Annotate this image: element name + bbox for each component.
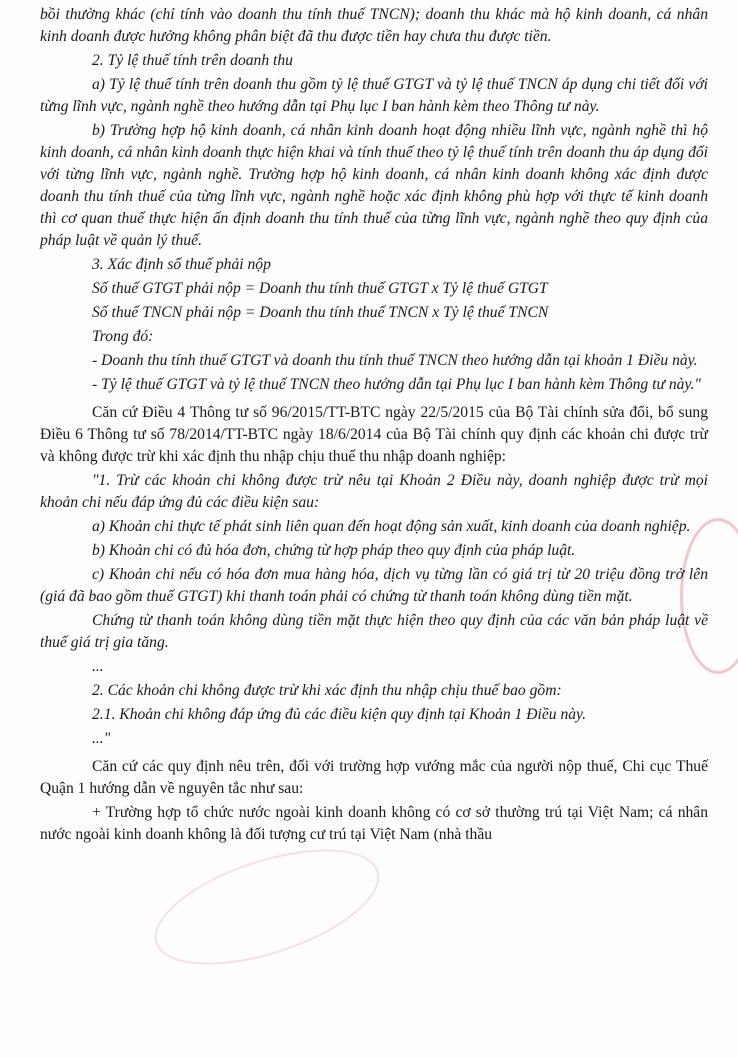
- quote-paragraph: c) Khoản chi nếu có hóa đơn mua hàng hóa, dịch vụ từng lần có giá trị từ 20 triệu đồng trở lên (giá đã bao gồm thuế GTGT) khi thanh toán phải có chứng từ thanh toán không dùng tiền mặt.: [40, 566, 708, 605]
- list-item: - Tỷ lệ thuế GTGT và tỷ lệ thuế TNCN theo hướng dẫn tại Phụ lục I ban hành kèm Thông tư này.": [92, 376, 701, 393]
- quote-paragraph: Chứng từ thanh toán không dùng tiền mặt thực hiện theo quy định của các văn bản pháp luật về thuế giá trị gia tăng.: [40, 612, 708, 651]
- quote-paragraph: "1. Trừ các khoản chi không được trừ nêu tại Khoản 2 Điều này, doanh nghiệp được trừ mọi khoản chi nếu đáp ứng đủ các điều kiện sau:: [40, 472, 708, 511]
- list-item: - Doanh thu tính thuế GTGT và doanh thu tính thuế TNCN theo hướng dẫn tại khoản 1 Điều này.: [92, 352, 698, 369]
- document-body: [40, 4, 708, 848]
- ellipsis: ...": [92, 730, 111, 747]
- section-heading: 2. Tỷ lệ thuế tính trên doanh thu: [92, 52, 293, 69]
- quote-paragraph: a) Khoản chi thực tế phát sinh liên quan đến hoạt động sản xuất, kinh doanh của doanh nghiệp.: [92, 518, 691, 535]
- paragraph: + Trường hợp tổ chức nước ngoài kinh doanh không có cơ sở thường trú tại Việt Nam; cá nhân nước ngoài kinh doanh không là đối tượng cư trú tại Việt Nam (nhà thầu: [40, 804, 708, 843]
- formula: Số thuế GTGT phải nộp = Doanh thu tính thuế GTGT x Tỷ lệ thuế GTGT: [92, 280, 548, 297]
- paragraph: Trong đó:: [92, 328, 154, 345]
- faint-seal-watermark: [141, 826, 393, 988]
- ellipsis: ...: [92, 658, 104, 675]
- paragraph: Căn cứ các quy định nêu trên, đối với trường hợp vướng mắc của người nộp thuế, Chi cục Thuế Quận 1 hướng dẫn về nguyên tắc như sau:: [40, 758, 708, 797]
- quote-paragraph: 2.1. Khoản chi không đáp ứng đủ các điều kiện quy định tại Khoản 1 Điều này.: [92, 706, 587, 723]
- paragraph: b) Trường hợp hộ kinh doanh, cá nhân kinh doanh hoạt động nhiều lĩnh vực, ngành nghề thì hộ kinh doanh, cá nhân kinh doanh thực hiện khai và tính thuế theo tỷ lệ thuế tính trên doanh thu áp dụng đối với từng lĩnh vực, ngành nghề. Trường hợp hộ kinh doanh, cá nhân kinh doanh không xác định được doanh thu tính thuế của từng lĩnh vực, ngành nghề hoặc xác định không phù hợp với thực tế kinh doanh thì cơ quan thuế thực hiện ấn định doanh thu tính thuế của từng lĩnh vực, ngành nghề theo quy định của pháp luật về quản lý thuế.: [40, 122, 708, 249]
- paragraph: a) Tỷ lệ thuế tính trên doanh thu gồm tỷ lệ thuế GTGT và tỷ lệ thuế TNCN áp dụng chi tiết đối với từng lĩnh vực, ngành nghề theo hướng dẫn tại Phụ lục I ban hành kèm theo Thông tư này.: [40, 76, 708, 115]
- formula: Số thuế TNCN phải nộp = Doanh thu tính thuế TNCN x Tỷ lệ thuế TNCN: [92, 304, 549, 321]
- quote-paragraph: b) Khoản chi có đủ hóa đơn, chứng từ hợp pháp theo quy định của pháp luật.: [92, 542, 576, 559]
- quote-paragraph: 2. Các khoản chi không được trừ khi xác định thu nhập chịu thuế bao gồm:: [92, 682, 562, 699]
- paragraph: Căn cứ Điều 4 Thông tư số 96/2015/TT-BTC ngày 22/5/2015 của Bộ Tài chính sửa đổi, bổ sung Điều 6 Thông tư số 78/2014/TT-BTC ngày 18/6/2014 của Bộ Tài chính quy định các khoản chi được trừ và không được trừ khi xác định thu nhập chịu thuế thu nhập doanh nghiệp:: [40, 404, 708, 465]
- section-heading: 3. Xác định số thuế phải nộp: [92, 256, 271, 273]
- paragraph: bồi thường khác (chỉ tính vào doanh thu tính thuế TNCN); doanh thu khác mà hộ kinh doanh, cá nhân kinh doanh được hưởng không phân biệt đã thu được tiền hay chưa thu được tiền.: [40, 6, 708, 45]
